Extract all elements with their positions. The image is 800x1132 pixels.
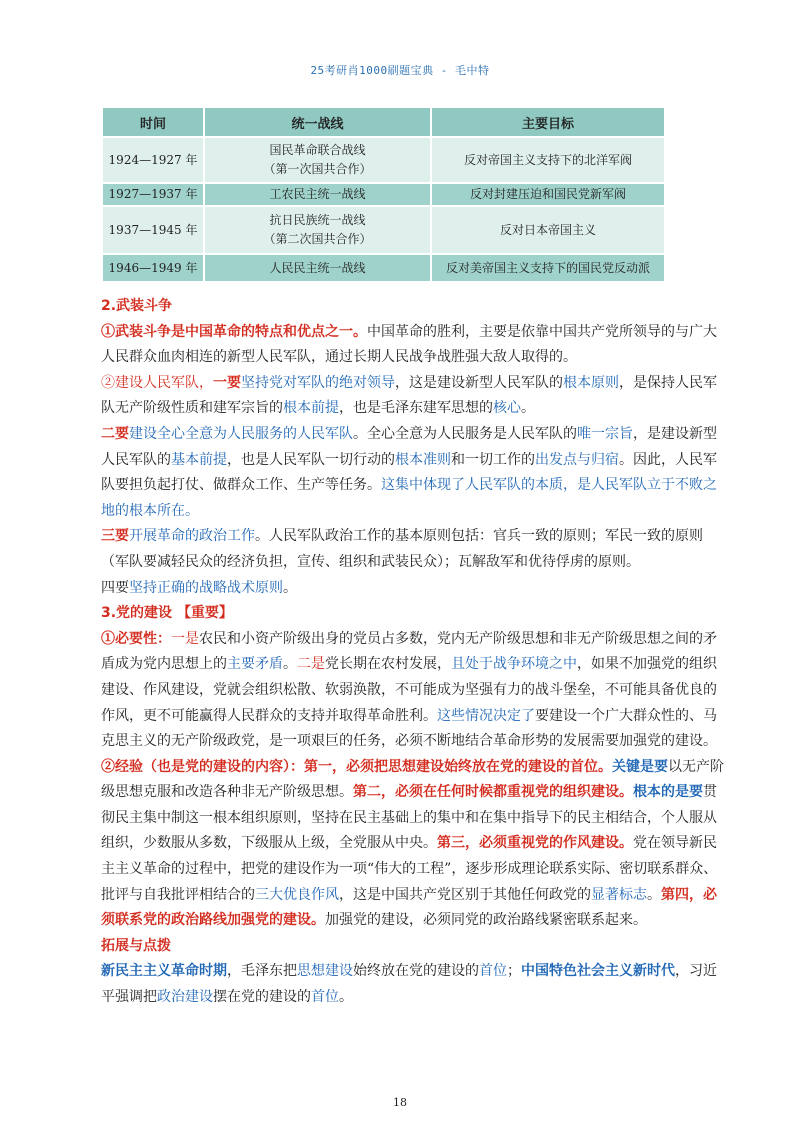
- table-row: [102, 206, 665, 254]
- cell-front: 抗日民族统一战线 （第二次国共合作）: [204, 206, 431, 254]
- header-front: 统一战线: [204, 107, 431, 137]
- paragraph: ②经验（也是党的建设的内容）：第一，必须把思想建设始终放在党的建设的首位。关键是要以无产阶级思想克服和改造各种非无产阶级思想。第二，必须在任何时候都重视党的组织建设。根本的是要贯彻民主集中制这一根本组织原则，坚持在民主基础上的集中和在集中指导下的民主相结合，个人服从组织，少数服从多数，下级服从上级，全党服从中央。第三，必须重视党的作风建设。党在领导新民主主义革命的过程中，把党的建设作为一项“伟大的工程”，逐步形成理论联系实际、密切联系群众、批评与自我批评相结合的三大优良作风，这是中国共产党区别于其他任何政党的显著标志。第四，必须联系党的政治路线加强党的建设。加强党的建设，必须同党的政治路线紧密联系起来。: [101, 758, 724, 929]
- main-content: [101, 294, 729, 1011]
- cell-time: 1946—1949 年: [102, 254, 204, 282]
- cell-goal: 反对美帝国主义支持下的国民党反动派: [431, 254, 665, 282]
- paragraph: 新民主主义革命时期，毛泽东把思想建设始终放在党的建设的首位；中国特色社会主义新时代，习近平强调把政治建设摆在党的建设的首位。: [101, 963, 717, 1006]
- section-title-party-building: 3.党的建设 【重要】: [101, 605, 233, 622]
- cell-front: 国民革命联合战线 （第一次国共合作）: [204, 137, 431, 183]
- cell-front: 人民民主统一战线: [204, 254, 431, 282]
- extension-title: 拓展与点拨: [101, 937, 171, 954]
- cell-goal: 反对帝国主义支持下的北洋军阀: [431, 137, 665, 183]
- paragraph: ①必要性：一是农民和小资产阶级出身的党员占多数，党内无产阶级思想和非无产阶级思想之间的矛盾成为党内思想上的主要矛盾。二是党长期在农村发展，且处于战争环境之中，如果不加强党的组织建设、作风建设，党就会组织松散、软弱涣散，不可能成为坚强有力的战斗堡垒，不可能具备优良的作风，更不可能赢得人民群众的支持并取得革命胜利。这些情况决定了要建设一个广大群众性的、马克思主义的无产阶级政党，是一项艰巨的任务，必须不断地结合革命形势的发展需要加强党的建设。: [101, 630, 717, 750]
- table-row: [102, 183, 665, 206]
- paragraph: 四要坚持正确的战略战术原则。: [101, 579, 297, 596]
- cell-time: 1924—1927 年: [102, 137, 204, 183]
- table-row: [102, 137, 665, 183]
- importance-tag: 【重要】: [176, 605, 233, 622]
- header-goal: 主要目标: [431, 107, 665, 137]
- page-header: 25考研肖1000刷题宝典 - 毛中特: [310, 64, 490, 77]
- cell-time: 1927—1937 年: [102, 183, 204, 206]
- table-row: [102, 254, 665, 282]
- paragraph: 二要建设全心全意为人民服务的人民军队。全心全意为人民服务是人民军队的唯一宗旨，是建设新型人民军队的基本前提，也是人民军队一切行动的根本准则和一切工作的出发点与归宿。因此，人民军队要担负起打仗、做群众工作、生产等任务。这集中体现了人民军队的本质，是人民军队立于不败之地的根本所在。: [101, 425, 717, 519]
- table-header-row: [102, 107, 665, 137]
- paragraph: ②建设人民军队，一要坚持党对军队的绝对领导，这是建设新型人民军队的根本原则，是保持人民军队无产阶级性质和建军宗旨的根本前提，也是毛泽东建军思想的核心。: [101, 374, 717, 417]
- cell-goal: 反对封建压迫和国民党新军阀: [431, 183, 665, 206]
- united-front-table: [101, 106, 666, 283]
- section-title-armed-struggle: 2.武装斗争: [101, 298, 173, 314]
- header-time: 时间: [102, 107, 204, 137]
- cell-goal: 反对日本帝国主义: [431, 206, 665, 254]
- paragraph: 三要开展革命的政治工作。人民军队政治工作的基本原则包括：官兵一致的原则；军民一致的原则（军队要减轻民众的经济负担，宣传、组织和武装民众）；瓦解敌军和优待俘虏的原则。: [101, 528, 703, 570]
- page-number: 18: [393, 1096, 407, 1109]
- paragraph: ①武装斗争是中国革命的特点和优点之一。中国革命的胜利，主要是依靠中国共产党所领导的与广大人民群众血肉相连的新型人民军队，通过长期人民战争战胜强大敌人取得的。: [101, 323, 717, 366]
- cell-front: 工农民主统一战线: [204, 183, 431, 206]
- cell-time: 1937—1945 年: [102, 206, 204, 254]
